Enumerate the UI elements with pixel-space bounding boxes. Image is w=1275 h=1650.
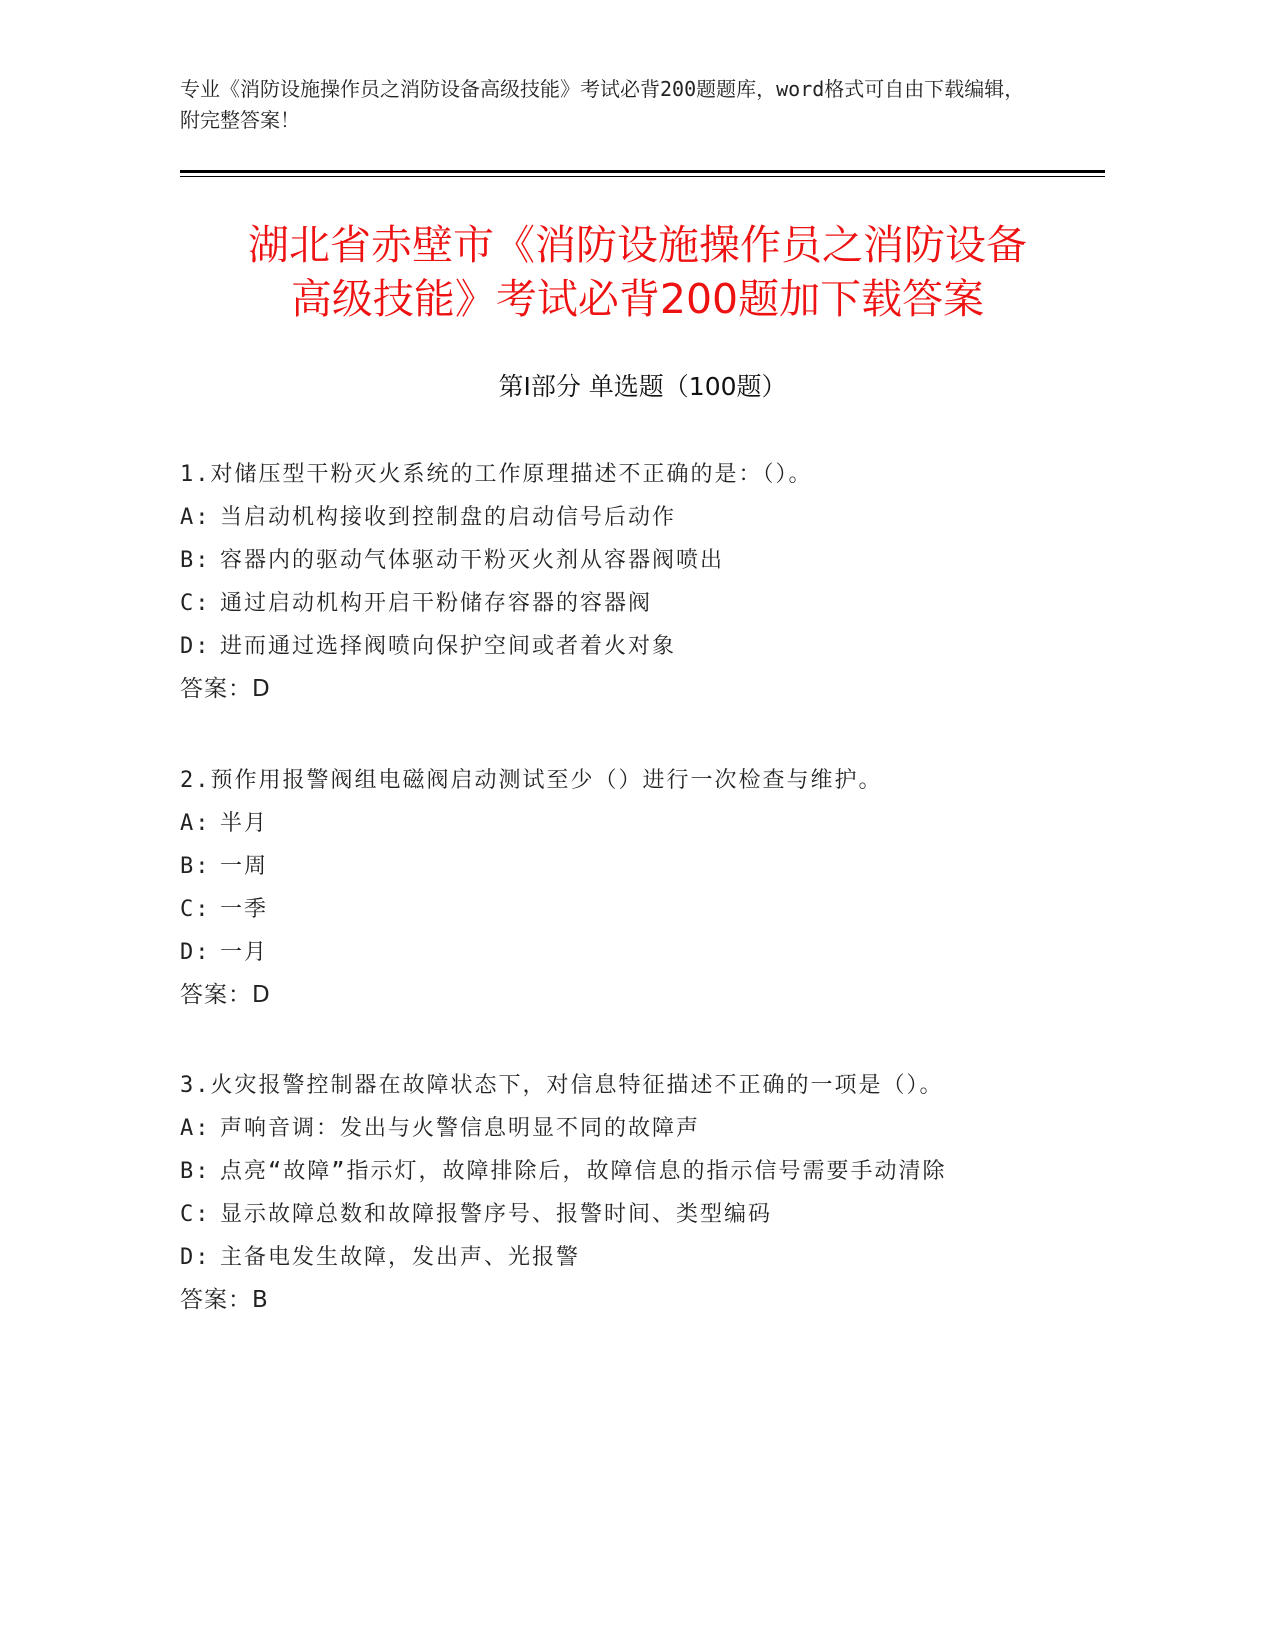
option-a: [180, 1107, 1040, 1150]
option-key: B:: [180, 548, 211, 573]
option-key: B:: [180, 1159, 211, 1184]
option-a: [180, 496, 1040, 539]
option-text: 一月: [220, 940, 269, 965]
option-b: [180, 539, 1040, 582]
question-stem: 1.对储压型干粉灭火系统的工作原理描述不正确的是：（）。: [180, 462, 813, 487]
option-text: 显示故障总数和故障报警序号、报警时间、类型编码: [220, 1202, 773, 1227]
option-text: 容器内的驱动气体驱动干粉灭火剂从容器阀喷出: [220, 548, 725, 573]
option-c: [180, 582, 1040, 625]
title-line-2: 高级技能》考试必背200题加下载答案: [290, 275, 985, 323]
title-line-1: 湖北省赤壁市《消防设施操作员之消防设备: [248, 221, 1027, 269]
option-c: [180, 1193, 1040, 1236]
option-b: [180, 1150, 1040, 1193]
option-key: D:: [180, 1245, 211, 1270]
option-text: 一周: [220, 854, 269, 879]
question-2: [180, 759, 1040, 1017]
option-d: [180, 625, 1040, 668]
option-text: 主备电发生故障，发出声、光报警: [220, 1245, 581, 1270]
header-rule-thin: [180, 176, 1105, 177]
option-text: 声响音调：发出与火警信息明显不同的故障声: [220, 1116, 701, 1141]
option-key: C:: [180, 1202, 211, 1227]
option-a: [180, 802, 1040, 845]
option-key: D:: [180, 940, 211, 965]
question-stem: 2.预作用报警阀组电磁阀启动测试至少（）进行一次检查与维护。: [180, 768, 883, 793]
header-rule-thick: [180, 170, 1105, 173]
option-d: [180, 1236, 1040, 1279]
question-1: [180, 453, 1040, 711]
option-text: 半月: [220, 811, 269, 836]
option-key: A:: [180, 505, 211, 530]
option-text: 进而通过选择阀喷向保护空间或者着火对象: [220, 634, 677, 659]
question-3: [180, 1064, 1040, 1322]
option-key: C:: [180, 591, 211, 616]
option-b: [180, 845, 1040, 888]
option-text: 通过启动机构开启干粉储存容器的容器阀: [220, 591, 653, 616]
answer: 答案：D: [180, 676, 271, 702]
answer: 答案：B: [180, 1287, 269, 1313]
option-key: B:: [180, 854, 211, 879]
option-d: [180, 931, 1040, 974]
option-text: 点亮“故障”指示灯，故障排除后，故障信息的指示信号需要手动清除: [220, 1159, 947, 1184]
option-text: 当启动机构接收到控制盘的启动信号后动作: [220, 505, 677, 530]
option-c: [180, 888, 1040, 931]
header-note: 专业《消防设施操作员之消防设备高级技能》考试必背200题题库，word格式可自由下载编辑，附完整答案！: [180, 77, 1025, 132]
option-key: A:: [180, 1116, 211, 1141]
document-title: [130, 218, 1145, 326]
option-key: C:: [180, 897, 211, 922]
answer: 答案：D: [180, 982, 271, 1008]
option-text: 一季: [220, 897, 269, 922]
section-heading: 第Ⅰ部分 单选题（100题）: [498, 372, 787, 401]
option-key: D:: [180, 634, 211, 659]
question-stem: 3.火灾报警控制器在故障状态下，对信息特征描述不正确的一项是（）。: [180, 1073, 944, 1098]
option-key: A:: [180, 811, 211, 836]
